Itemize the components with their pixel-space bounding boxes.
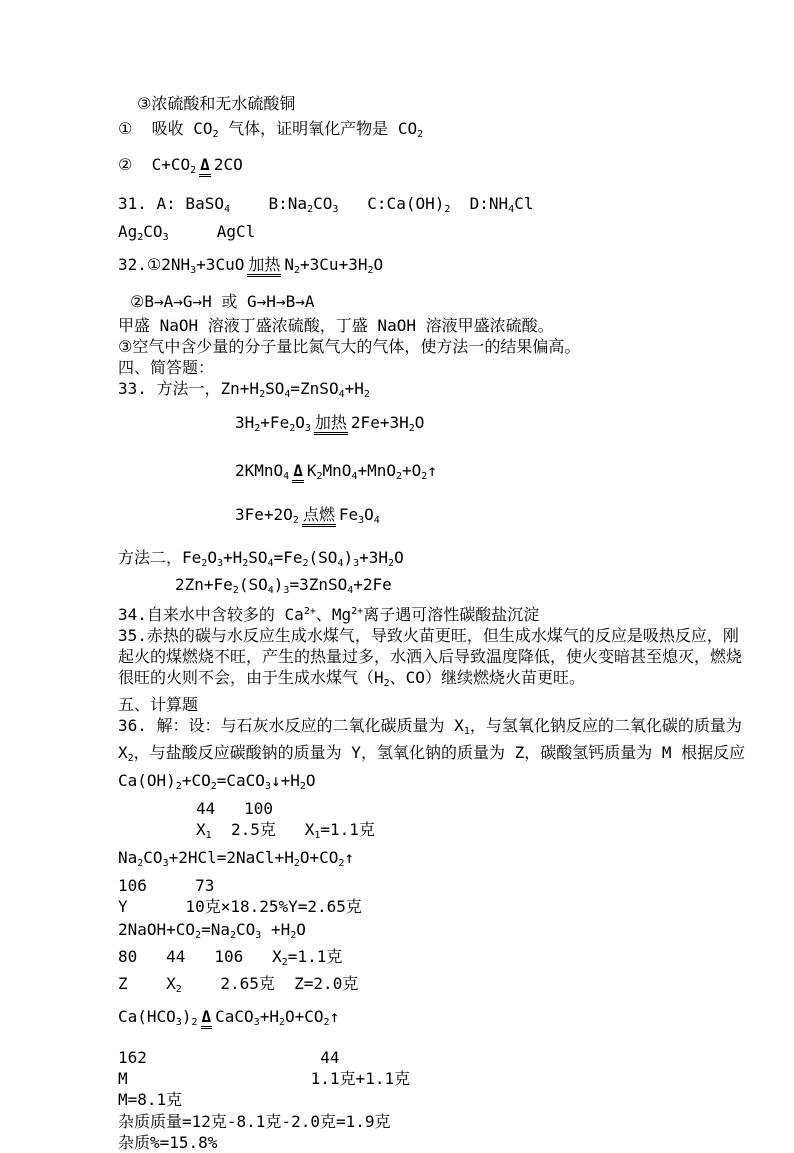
text-run: 四、简答题： <box>118 358 215 377</box>
text-run: X <box>118 743 128 762</box>
subscript: 2 <box>137 858 144 869</box>
line-q36-ratio-2 <box>196 819 794 846</box>
text-run: 2KMnO <box>235 461 284 480</box>
subscript: 3 <box>264 781 271 792</box>
subscript: 2 <box>383 678 390 689</box>
text-run: 36. 解：设：与石灰水反应的二氧化碳质量为 X <box>118 716 464 735</box>
subscript: 2 <box>175 984 182 995</box>
subscript: 2 <box>417 129 424 140</box>
line-q32-naoh-note <box>118 315 794 336</box>
text-run: ②B→A→G→H 或 G→H→B→A <box>130 292 315 311</box>
line-q36-eq-naoh <box>118 919 794 946</box>
line-q32-item3-note <box>118 336 794 357</box>
subscript: 2 <box>444 204 451 215</box>
text-run: 方法二，Fe <box>118 548 202 567</box>
subscript: 2 <box>281 957 288 968</box>
reaction-condition: Δ <box>199 156 211 177</box>
text-run: 31. A: BaSO <box>118 194 224 213</box>
text-run: +H <box>259 1007 279 1026</box>
text-run: 34.自来水中含较多的 Ca <box>118 605 304 624</box>
text-run: +3CuO <box>196 255 245 274</box>
line-q36-ratio-1 <box>196 798 794 819</box>
text-run: =1.1克 <box>320 820 375 839</box>
subscript: 2 <box>212 129 219 140</box>
text-run: 甲盛 NaOH 溶液丁盛浓硫酸，丁盛 NaOH 溶液甲盛浓硫酸。 <box>118 316 554 335</box>
subscript: 3 <box>175 1017 182 1028</box>
line-q36-result-m <box>118 1089 794 1110</box>
text-run: N <box>284 255 294 274</box>
line-q35-answer-3 <box>118 667 794 694</box>
text-run: +3Cu+3H <box>300 255 368 274</box>
reaction-condition: 加热 <box>247 256 281 277</box>
text-run: =Na <box>201 920 230 939</box>
text-run: 80 44 106 X <box>118 947 282 966</box>
text-run: 、CO）继续燃烧火苗更旺。 <box>389 668 585 687</box>
text-run: 32.①2NH <box>118 255 191 274</box>
text-run: O <box>373 255 384 274</box>
line-item2-equation-c-co2 <box>118 154 794 181</box>
text-run: O <box>207 548 217 567</box>
text-run: Ca(HCO <box>118 1007 176 1026</box>
subscript: 2 <box>323 1017 330 1028</box>
subscript: 4 <box>373 515 380 526</box>
text-run: =3ZnSO <box>289 575 348 594</box>
text-run: ) <box>273 575 284 594</box>
text-run: 106 73 <box>118 876 215 895</box>
subscript: 2 <box>367 265 374 276</box>
line-q36-ratio-6 <box>118 973 794 1000</box>
text-run: ↑ <box>427 461 437 480</box>
subscript: 2 <box>338 858 345 869</box>
text-run: O <box>295 413 305 432</box>
text-run: +2Fe <box>353 575 392 594</box>
text-run: 2Fe+3H <box>350 413 409 432</box>
subscript: 2 <box>421 471 428 482</box>
text-run: ) <box>343 548 354 567</box>
line-q31-answers-2 <box>118 221 794 248</box>
text-run: 2CO <box>213 155 243 174</box>
subscript: 2 <box>195 930 202 941</box>
subscript: 2 <box>299 781 306 792</box>
line-q36-impurity-mass <box>118 1111 794 1132</box>
reaction-condition: 加热 <box>314 414 348 435</box>
line-q36-eq-caoh2 <box>118 770 794 797</box>
text-run: C:Ca(OH) <box>338 194 445 213</box>
line-q36-eq-na2co3 <box>118 847 794 874</box>
superscript: 2+ <box>303 606 316 617</box>
text-run: Ca(OH) <box>118 771 176 790</box>
reaction-condition: Δ <box>292 462 304 483</box>
subscript: 2 <box>388 558 395 569</box>
text-run: +3H <box>359 548 389 567</box>
text-run: +O <box>402 461 422 480</box>
line-q35-answer-2 <box>118 646 794 667</box>
line-q36-ratio-5 <box>118 946 794 973</box>
line-q33-eq-h2-fe2o3 <box>235 412 794 439</box>
text-run: 2NaOH+CO <box>118 920 196 939</box>
subscript: 3 <box>332 204 339 215</box>
text-run: ，与盐酸反应碳酸钠的质量为 Y，氢氧化钠的质量为 Z，碳酸氢钙质量为 M 根据反应 <box>133 743 746 762</box>
text-run: 杂质质量=12克-8.1克-2.0克=1.9克 <box>118 1112 391 1131</box>
subscript: 2 <box>395 471 403 482</box>
text-run: 五、计算题 <box>118 695 199 714</box>
line-q34-answer <box>118 601 794 625</box>
superscript: 2+ <box>351 606 364 617</box>
text-run: Fe <box>338 505 359 524</box>
subscript: 2 <box>292 515 299 526</box>
text-run: 44 100 <box>196 799 274 818</box>
subscript: 2 <box>191 1017 198 1028</box>
text-run: 33. 方法一，Zn+H <box>118 379 260 398</box>
subscript: 3 <box>353 558 360 569</box>
subscript: 3 <box>162 232 169 243</box>
line-q36-eq-cahco3 <box>118 1006 794 1033</box>
reaction-condition: 点燃 <box>302 506 336 527</box>
subscript: 3 <box>358 515 365 526</box>
text-run: 162 44 <box>118 1048 340 1067</box>
text-run: Y 10克×18.25%Y=2.65克 <box>118 897 362 916</box>
line-q32-equation <box>118 254 794 281</box>
line-q36-setup-1 <box>118 715 794 742</box>
subscript: 3 <box>304 423 311 434</box>
subscript: 2 <box>259 389 266 400</box>
text-run: +H <box>261 920 291 939</box>
subscript: 2 <box>278 1017 285 1028</box>
text-run: CaCO <box>215 1007 254 1026</box>
line-q36-ratio-4 <box>118 896 794 917</box>
text-run: ↓+H <box>270 771 300 790</box>
subscript: 2 <box>137 232 144 243</box>
subscript: 4 <box>347 585 354 596</box>
line-q36-ratio-8 <box>118 1068 794 1089</box>
line-q33-method2-eq2 <box>175 574 794 601</box>
text-run: ↑ <box>344 848 355 867</box>
subscript: 3 <box>283 585 290 596</box>
line-q36-ratio-7 <box>118 1047 794 1068</box>
subscript: 1 <box>205 830 212 841</box>
text-run: +H <box>344 379 364 398</box>
subscript: 4 <box>267 558 274 569</box>
text-run: B:Na <box>230 194 308 213</box>
text-run: O <box>394 548 404 567</box>
subscript: 1 <box>463 726 470 737</box>
text-run: +MnO <box>357 461 396 480</box>
subscript: 4 <box>283 471 290 482</box>
subscript: 2 <box>232 585 239 596</box>
text-run: ③空气中含少量的分子量比氮气大的气体，使方法一的结果偏高。 <box>118 337 581 356</box>
text-run: Ag <box>118 222 138 241</box>
subscript: 4 <box>351 471 358 482</box>
text-run: ) <box>181 1007 192 1026</box>
text-run: +H <box>222 548 243 567</box>
line-q36-ratio-3 <box>118 875 794 896</box>
subscript: 2 <box>307 204 314 215</box>
text-run: (SO <box>238 575 268 594</box>
subscript: 2 <box>316 471 323 482</box>
text-run: (SO <box>308 548 338 567</box>
text-run: M=8.1克 <box>118 1090 183 1109</box>
line-q33-method2 <box>118 547 794 574</box>
subscript: 2 <box>210 781 217 792</box>
text-run: AgCl <box>168 222 256 241</box>
text-run: 离子遇可溶性碳酸盐沉淀 <box>363 605 540 624</box>
reaction-condition: Δ <box>201 1008 213 1029</box>
subscript: 2 <box>242 558 249 569</box>
subscript: 2 <box>127 753 134 764</box>
text-run: 3H <box>235 413 255 432</box>
text-run: X <box>196 820 206 839</box>
subscript: 2 <box>294 265 301 276</box>
line-section5-heading <box>118 694 794 715</box>
text-run: MnO <box>322 461 352 480</box>
text-run: O <box>414 413 425 432</box>
subscript: 2 <box>175 781 182 792</box>
text-run: O+CO <box>285 1007 324 1026</box>
subscript: 2 <box>363 389 370 400</box>
subscript: 4 <box>223 204 230 215</box>
text-run: +2HCl=2NaCl+H <box>168 848 294 867</box>
text-run: +Fe <box>260 413 290 432</box>
subscript: 2 <box>230 930 237 941</box>
text-run: SO <box>248 548 268 567</box>
text-run: 杂质%=15.8% <box>118 1133 218 1152</box>
text-run: 2Zn+Fe <box>175 575 233 594</box>
subscript: 2 <box>408 423 415 434</box>
subscript: 3 <box>216 558 223 569</box>
subscript: 3 <box>190 265 197 276</box>
text-run: +CO <box>181 771 211 790</box>
document-content <box>118 93 794 1153</box>
text-run: =Fe <box>273 548 303 567</box>
text-run: 气体，证明氧化产物是 CO <box>218 119 418 138</box>
subscript: 2 <box>201 558 208 569</box>
text-run: =ZnSO <box>290 379 339 398</box>
subscript: 3 <box>255 930 262 941</box>
text-run: O <box>305 771 316 790</box>
line-q32-sequence <box>130 291 794 312</box>
text-run: CO <box>143 222 163 241</box>
text-run: ① 吸收 CO <box>118 119 213 138</box>
line-section4-heading <box>118 357 794 378</box>
subscript: 3 <box>162 858 169 869</box>
text-run: ↑ <box>329 1007 340 1026</box>
text-run: Z X <box>118 974 176 993</box>
subscript: 3 <box>253 1017 260 1028</box>
subscript: 4 <box>338 389 345 400</box>
text-run: 3Fe+2O <box>235 505 293 524</box>
text-run: M 1.1克+1.1克 <box>118 1069 411 1088</box>
line-q31-answers <box>118 193 794 220</box>
subscript: 2 <box>254 423 261 434</box>
subscript: 4 <box>267 585 274 596</box>
text-run: O <box>364 505 374 524</box>
text-run: D:NH <box>450 194 509 213</box>
text-run: SO <box>265 379 285 398</box>
text-run: O <box>296 920 306 939</box>
text-run: Na <box>118 848 138 867</box>
text-run: O+CO <box>299 848 339 867</box>
line-q36-setup-2 <box>118 742 794 769</box>
subscript: 4 <box>508 204 515 215</box>
subscript: 2 <box>293 858 300 869</box>
line-q33-eq-kmno4 <box>235 460 794 487</box>
text-run: 起火的煤燃烧不旺，产生的热量过多，水洒入后导致温度降低，使火变暗甚至熄灭，燃烧 <box>118 647 743 666</box>
text-run: 2.65克 Z=2.0克 <box>181 974 359 993</box>
text-run: ，与氢氧化钠反应的二氧化碳的质量为 <box>469 716 742 735</box>
text-run: Cl <box>514 194 534 213</box>
subscript: 2 <box>290 930 297 941</box>
text-run: =1.1克 <box>287 947 343 966</box>
text-run: CO <box>313 194 333 213</box>
line-item1-absorb-co2 <box>118 118 794 145</box>
text-run: ③浓硫酸和无水硫酸铜 <box>137 94 296 113</box>
line-item3-drying-agents <box>137 93 794 114</box>
subscript: 4 <box>337 558 344 569</box>
line-q35-answer-1 <box>118 625 794 646</box>
line-q33-eq-fe-o2 <box>235 504 794 531</box>
text-run: CO <box>236 920 256 939</box>
subscript: 1 <box>314 830 321 841</box>
text-run: 35.赤热的碳与水反应生成水煤气，导致火苗更旺，但生成水煤气的反应是吸热反应，刚 <box>118 626 739 645</box>
text-run: =CaCO <box>216 771 265 790</box>
text-run: ② C+CO <box>118 155 191 174</box>
subscript: 2 <box>302 558 309 569</box>
text-run: CO <box>143 848 163 867</box>
subscript: 2 <box>289 423 296 434</box>
line-q33-method1 <box>118 378 794 405</box>
subscript: 2 <box>190 165 197 176</box>
subscript: 4 <box>284 389 291 400</box>
text-run: 、Mg <box>315 605 352 624</box>
text-run: 2.5克 X <box>211 820 315 839</box>
line-q36-impurity-percent <box>118 1132 794 1153</box>
text-run: 很旺的火则不会，由于生成水煤气（H <box>118 668 384 687</box>
text-run: K <box>306 461 317 480</box>
